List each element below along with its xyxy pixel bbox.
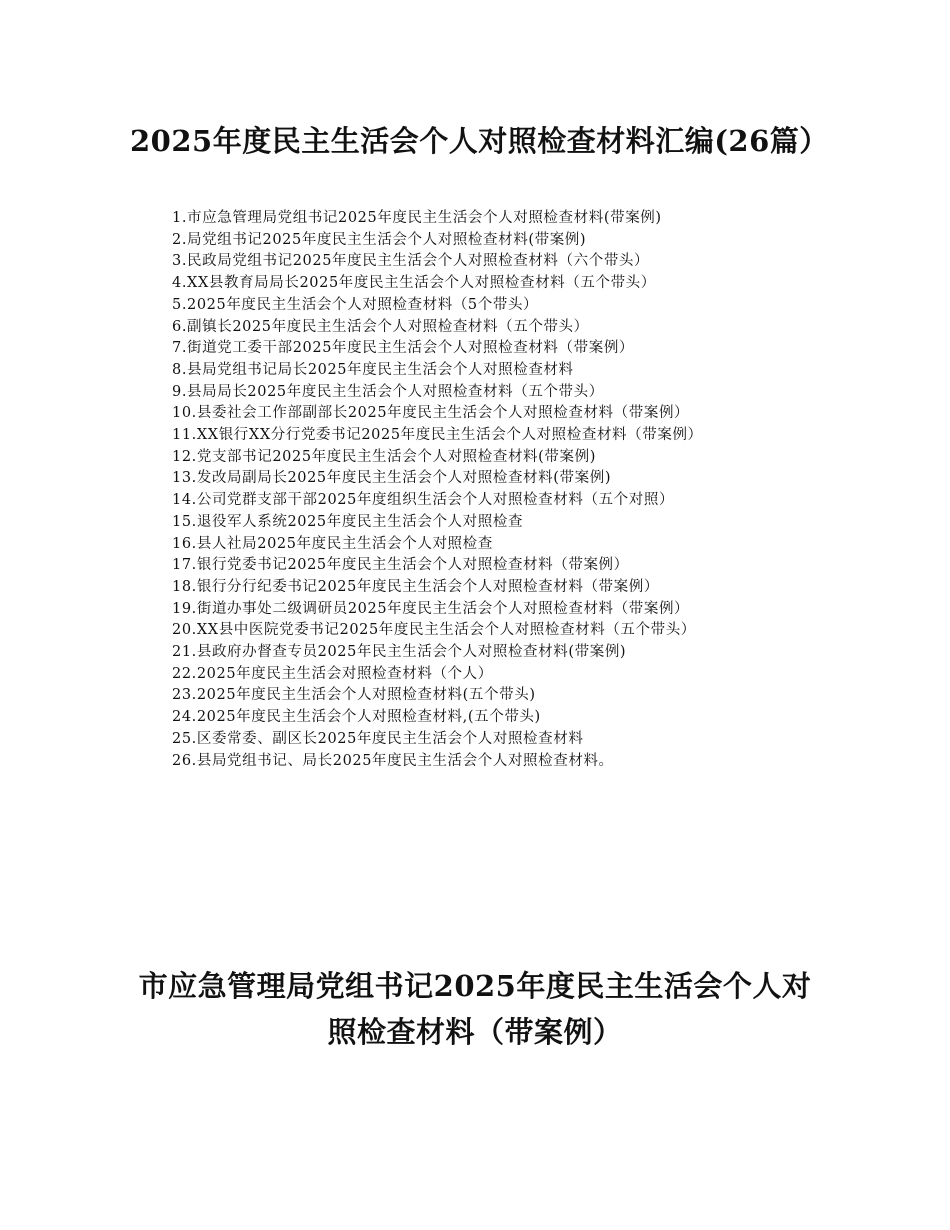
section-title: 市应急管理局党组书记2025年度民主生活会个人对照检查材料（带案例）	[138, 969, 812, 1049]
toc-item: 8.县局党组书记局长2025年度民主生活会个人对照检查材料	[172, 361, 574, 378]
toc-item: 25.区委常委、副区长2025年度民主生活会个人对照检查材料	[172, 730, 584, 747]
toc-item: 19.街道办事处二级调研员2025年度民主生活会个人对照检查材料（带案例）	[172, 600, 690, 617]
toc-item: 10.县委社会工作部副部长2025年度民主生活会个人对照检查材料（带案例）	[172, 405, 690, 422]
toc-item: 3.民政局党组书记2025年度民主生活会个人对照检查材料（六个带头）	[172, 253, 650, 270]
toc-item: 4.XX县教育局局长2025年度民主生活会个人对照检查材料（五个带头）	[172, 275, 656, 292]
toc-item: 24.2025年度民主生活会个人对照检查材料,(五个带头)	[172, 709, 541, 726]
toc-item: 17.银行党委书记2025年度民主生活会个人对照检查材料（带案例）	[172, 557, 629, 574]
toc-item: 11.XX银行XX分行党委书记2025年度民主生活会个人对照检查材料（带案例）	[172, 427, 703, 444]
toc-item: 21.县政府办督查专员2025年民主生活会个人对照检查材料(带案例)	[172, 644, 627, 661]
toc-item: 6.副镇长2025年度民主生活会个人对照检查材料（五个带头）	[172, 318, 589, 335]
toc-item: 15.退役军人系统2025年度民主生活会个人对照检查	[172, 513, 524, 530]
toc-item: 20.XX县中医院党委书记2025年度民主生活会个人对照检查材料（五个带头）	[172, 622, 696, 639]
toc-item: 26.县局党组书记、局长2025年度民主生活会个人对照检查材料。	[172, 752, 614, 769]
table-of-contents	[140, 208, 812, 772]
toc-item: 16.县人社局2025年度民主生活会个人对照检查	[172, 535, 493, 552]
toc-item: 23.2025年度民主生活会个人对照检查材料(五个带头)	[172, 687, 536, 704]
toc-item: 22.2025年度民主生活会对照检查材料（个人）	[172, 665, 493, 682]
toc-item: 13.发改局副局长2025年度民主生活会个人对照检查材料(带案例)	[172, 470, 612, 487]
toc-item: 18.银行分行纪委书记2025年度民主生活会个人对照检查材料（带案例）	[172, 578, 659, 595]
toc-item: 2.局党组书记2025年度民主生活会个人对照检查材料(带案例)	[172, 231, 587, 248]
toc-item: 12.党支部书记2025年度民主生活会个人对照检查材料(带案例)	[172, 448, 596, 465]
main-title: 2025年度民主生活会个人对照检查材料汇编(26篇）	[130, 124, 829, 158]
toc-item: 1.市应急管理局党组书记2025年度民主生活会个人对照检查材料(带案例)	[172, 210, 662, 226]
toc-item: 5.2025年度民主生活会个人对照检查材料（5个带头）	[172, 296, 539, 313]
toc-item: 7.街道党工委干部2025年度民主生活会个人对照检查材料（带案例）	[172, 340, 635, 357]
toc-item: 14.公司党群支部干部2025年度组织生活会个人对照检查材料（五个对照）	[172, 492, 675, 509]
toc-item: 9.县局局长2025年度民主生活会个人对照检查材料（五个带头）	[172, 383, 604, 400]
